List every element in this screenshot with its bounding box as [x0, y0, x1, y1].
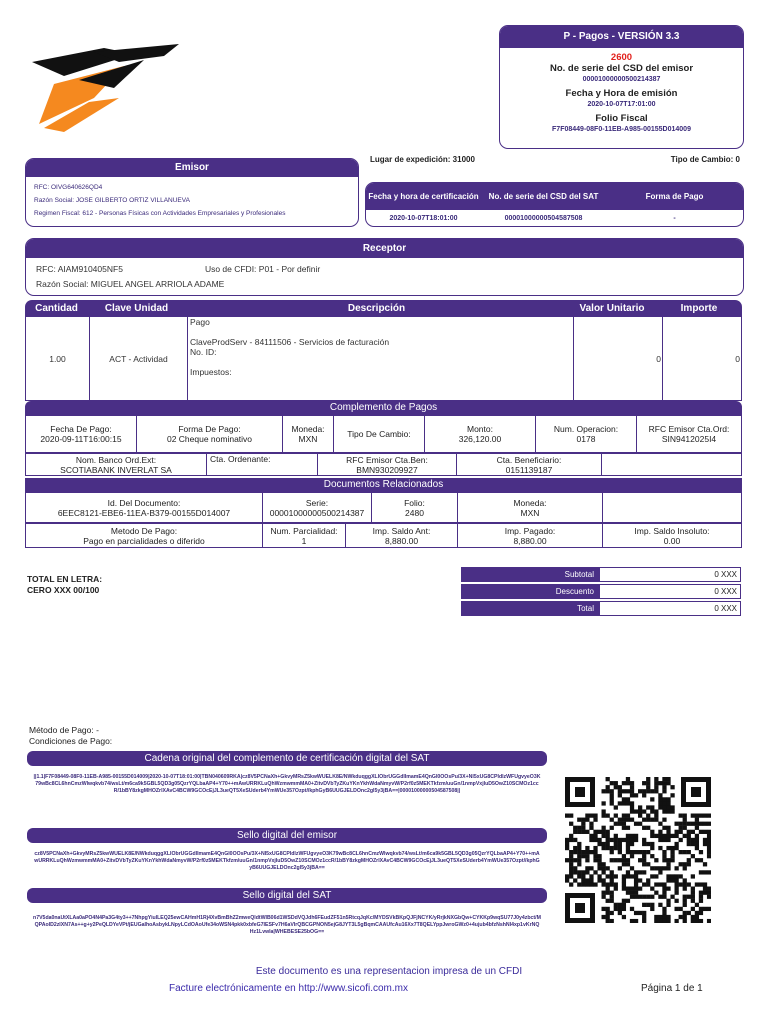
receptor-box — [25, 238, 744, 296]
folio-value: 2480 — [405, 507, 424, 518]
totales-box — [461, 567, 741, 616]
moneda-value: MXN — [298, 434, 318, 444]
emisor-title: Emisor — [26, 159, 358, 177]
monto-label: Monto: — [467, 424, 493, 434]
saldo-insoluto-label: Imp. Saldo Insoluto: — [634, 525, 710, 536]
desc-line-2: ClaveProdServ - 84111506 - Servicios de facturación — [190, 337, 390, 347]
tipo-cambio: Tipo de Cambio: 0 — [670, 155, 740, 164]
document-title: P - Pagos - VERSIÓN 3.3 — [500, 26, 743, 48]
emisor-box — [25, 158, 359, 227]
metodo-pago-label: Metodo De Pago: — [110, 525, 178, 536]
forma-pago-value: - — [673, 214, 676, 222]
cadena-original-text: ||1.1|F7F08449-08F0-11EB-A985-00155D014009|2020-10-07T18:01:00|TBN040609RKA|cz8V5PCNaXh+GkvyMRsZ5kwWUELK8E/NWkduqggXLIObrUGGdlImamE4QnGI0OOsPu/3X+NI5xUG8CPIdlzWFUgvyeO3K79wBc8CL6hnCmzWlwqkvb74/wsLt/m6ca9k5GBL5QD3g05QzrYQLbaAP4+Y70++mAwURRKLuQhWzmwmmMA0+ZitvDVbTyZKuYKnYkhWdaNmyvW/P2rf0z5MEKTkfzm/uuGn/1nmpVxjIuD5OwZ10SCMOz1ccR/1bBY8zkgMHOZrlXAvC4BCW9GCOcEjJL3ueQT5XeSUderb4YmWUe357Ozpt//kphGyB6UUGJELDOnc2gl5y3jBA==|00001000000504587508|| — [33, 774, 541, 794]
imp-pagado-value: 8,880.00 — [513, 535, 547, 546]
complemento-pagos — [25, 401, 742, 476]
receptor-rfc: RFC: AIAM910405NF5 — [36, 264, 123, 274]
qr-code — [565, 777, 711, 923]
parcialidad-value: 1 — [301, 535, 307, 546]
emisor-rfc: RFC: OIVG640626QD4 — [34, 184, 103, 191]
total-letra-value: CERO XXX 00/100 — [27, 585, 100, 595]
sello-sat-text: n7V5da0naUtXLAa0aPO4N4Pa3G4ty3++7NhpgYiuILEQ25ewCAHmH1Rj4XvBmBhZ2mweQldtWIB06d1WSDdVQJdh6FEudZF51n5RtcqJqKc/MYDSVkBKpQJFjNCYK/yRrjkNXGbQw+CYKKp9wqSU77J0y4zbct/MQPAoID2zIXN7As++g+y2PeQLDYeVPt/jEUGaIhoAsbykLNpyLCdOAoUfe34oWSN4pkk0xbfeG7IESFv7H6aVIrQBCGPNON5ejG8JYT3L5gBqmCAAUfcAu16Xx7T8QELYppJwroGWz0+4ujub4bfzNshNI4xp1vKrNQHz1Lvwla|WHEBESE25bOG== — [33, 915, 541, 935]
cadena-original-title: Cadena original del complemento de certificación digital del SAT — [27, 751, 547, 766]
cta-ordenante-label: Cta. Ordenante: — [210, 454, 271, 464]
rfc-ord-value: SIN9412025I4 — [661, 434, 717, 444]
page-number: Página 1 de 1 — [641, 983, 703, 994]
sello-sat-section — [27, 888, 547, 959]
docs-title: Documentos Relacionados — [25, 478, 742, 492]
total-letra — [27, 574, 102, 596]
saldo-ant-label: Imp. Saldo Ant: — [372, 525, 431, 536]
subtotal-value: 0 XXX — [599, 567, 741, 582]
forma-pago-comp-value: 02 Cheque nominativo — [166, 434, 253, 444]
descuento-value: 0 XXX — [599, 584, 741, 599]
emisor-razon: Razón Social: JOSE GILBERTO ORTIZ VILLANUEVA — [34, 197, 190, 204]
metodo-pago-text: Método de Pago: - — [29, 725, 99, 735]
rfc-ben-value: BMN930209927 — [356, 464, 418, 475]
sello-emisor-text: cz8V5PCNaXh+GkvyMRsZ5kwWUELK8E/NWkduqggXLIObrUGGdlImamE4QnGI0OOsPu/3X+NI5xUG8CPIdlzWFUgvyeO3K79wBc8CL6hnCmzWlwqkvb74/wsLt/m6ca9k5GBL5QD3g05QzrYQLbaAP4+Y70++mAwURRKLuQhWzmwmmMA0+ZitvDVbTyZKuYKnYkhWdaNmyvW/P2rf0z5MEKTkfzm/uuGn/1nmpVxjIuD5OwZ10SCMOz1ccR/1bBY8zkgMHOZrlXAvC4BCW9GCOcEjJL3ueQT5XeSUderb4YmWUe357Ozpt//kphGyB6UUGJELDOnc2gl5y3jBA== — [34, 851, 540, 871]
rfc-ben-label: RFC Emisor Cta.Ben: — [346, 454, 428, 465]
concepto-descripcion — [188, 317, 574, 400]
receptor-razon: Razón Social: MIGUEL ANGEL ARRIOLA ADAME — [36, 279, 225, 289]
fecha-emision-value: 2020-10-07T17:01:00 — [587, 101, 656, 108]
cadena-original-section — [27, 751, 547, 834]
doc-moneda-label: Moneda: — [513, 497, 547, 508]
col-cantidad: Cantidad — [35, 303, 78, 314]
leyenda-cfdi — [0, 966, 768, 977]
saldo-insoluto-value: 0.00 — [663, 535, 681, 546]
id-documento-label: Id. Del Documento: — [107, 497, 181, 508]
col-clave-unidad: Clave Unidad — [104, 303, 169, 314]
csd-emisor-value: 00001000000500214387 — [582, 76, 661, 83]
leyenda-text: Este documento es una representacion impresa de un CFDI — [255, 966, 523, 977]
concepto-clave: ACT - Actividad — [90, 317, 188, 400]
fecha-pago-value: 2020-09-11T16:00:15 — [40, 434, 122, 444]
cta-ben-label: Cta. Beneficiario: — [496, 454, 562, 465]
sello-emisor-title: Sello digital del emisor — [27, 828, 547, 843]
concepto-cantidad: 1.00 — [26, 317, 90, 400]
serie-label: Serie: — [305, 497, 329, 508]
lugar-expedicion: Lugar de expedición: 31000 — [370, 155, 475, 164]
col-valor-unitario: Valor Unitario — [579, 303, 645, 314]
metodo-pago-value: Pago en parcialidades o diferido — [83, 535, 205, 546]
forma-pago-header: Forma de Pago — [645, 192, 704, 201]
receptor-uso-cfdi: Uso de CFDI: P01 - Por definir — [204, 264, 321, 274]
cert-serie-value: 00001000000504587508 — [504, 214, 583, 222]
cert-fecha-value: 2020-10-07T18:01:00 — [389, 214, 458, 222]
tipo-cambio-label: Tipo De Cambio: — [347, 429, 411, 439]
concepto-importe: 0 — [735, 353, 740, 364]
emisor-regimen: Regimen Fiscal: 612 - Personas Físicas con Actividades Empresariales y Profesionales — [34, 210, 286, 217]
banco-ord-label: Nom. Banco Ord.Ext: — [75, 454, 157, 465]
moneda-label: Moneda: — [291, 424, 325, 434]
rfc-ord-label: RFC Emisor Cta.Ord: — [648, 424, 730, 434]
total-label: Total — [461, 601, 599, 616]
desc-line-1: Pago — [190, 317, 210, 327]
id-documento-value: 6EEC8121-EBE6-11EA-B379-00155D014007 — [57, 507, 231, 518]
doc-moneda-value: MXN — [520, 507, 540, 518]
csd-emisor-label: No. de serie del CSD del emisor — [549, 63, 694, 74]
cert-serie-header: No. de serie del CSD del SAT — [488, 192, 599, 201]
total-letra-label: TOTAL EN LETRA: — [27, 574, 103, 584]
complemento-title: Complemento de Pagos — [25, 401, 742, 415]
conceptos-table — [25, 300, 742, 401]
forma-pago-label: Forma De Pago: — [178, 424, 241, 434]
serie-number: 2600 — [610, 52, 633, 63]
total-value: 0 XXX — [599, 601, 741, 616]
fecha-emision-label: Fecha y Hora de emisión — [565, 88, 678, 99]
parcialidad-label: Num. Parcialidad: — [270, 525, 338, 536]
cert-fecha-header: Fecha y hora de certificación — [368, 191, 479, 201]
num-operacion-label: Num. Operacion: — [553, 424, 619, 434]
col-importe: Importe — [680, 303, 718, 314]
subtotal-label: Subtotal — [461, 567, 599, 582]
sello-sat-title: Sello digital del SAT — [27, 888, 547, 903]
header-box — [499, 25, 744, 149]
folio-label: Folio: — [404, 497, 425, 508]
desc-line-3: No. ID: — [190, 347, 217, 357]
saldo-ant-value: 8,880.00 — [384, 535, 419, 546]
sello-emisor-section — [27, 828, 547, 893]
concepto-valor: 0 — [574, 317, 663, 400]
folio-fiscal-label: Folio Fiscal — [595, 113, 648, 124]
imp-pagado-label: Imp. Pagado: — [504, 525, 556, 536]
descuento-label: Descuento — [461, 584, 599, 599]
company-logo — [24, 40, 184, 140]
receptor-title: Receptor — [26, 239, 743, 258]
certificacion-box — [365, 182, 744, 227]
folio-fiscal-value: F7F08449-08F0-11EB-A985-00155D014009 — [552, 126, 691, 133]
banco-ord-value: SCOTIABANK INVERLAT SA — [60, 464, 172, 475]
fecha-pago-label: Fecha De Pago: — [50, 424, 112, 434]
metodo-condiciones — [29, 725, 112, 747]
num-operacion-value: 0178 — [576, 434, 596, 444]
documentos-relacionados — [25, 478, 742, 548]
condiciones-pago-text: Condiciones de Pago: — [29, 736, 113, 746]
desc-line-4: Impuestos: — [190, 367, 232, 377]
serie-value: 00001000000500214387 — [269, 507, 365, 518]
facture-link[interactable]: Facture electrónicamente en http://www.sicofi.com.mx — [169, 983, 408, 994]
cta-ben-value: 0151139187 — [505, 464, 553, 475]
monto-value: 326,120.00 — [458, 434, 502, 444]
col-descripcion: Descripción — [347, 303, 406, 314]
